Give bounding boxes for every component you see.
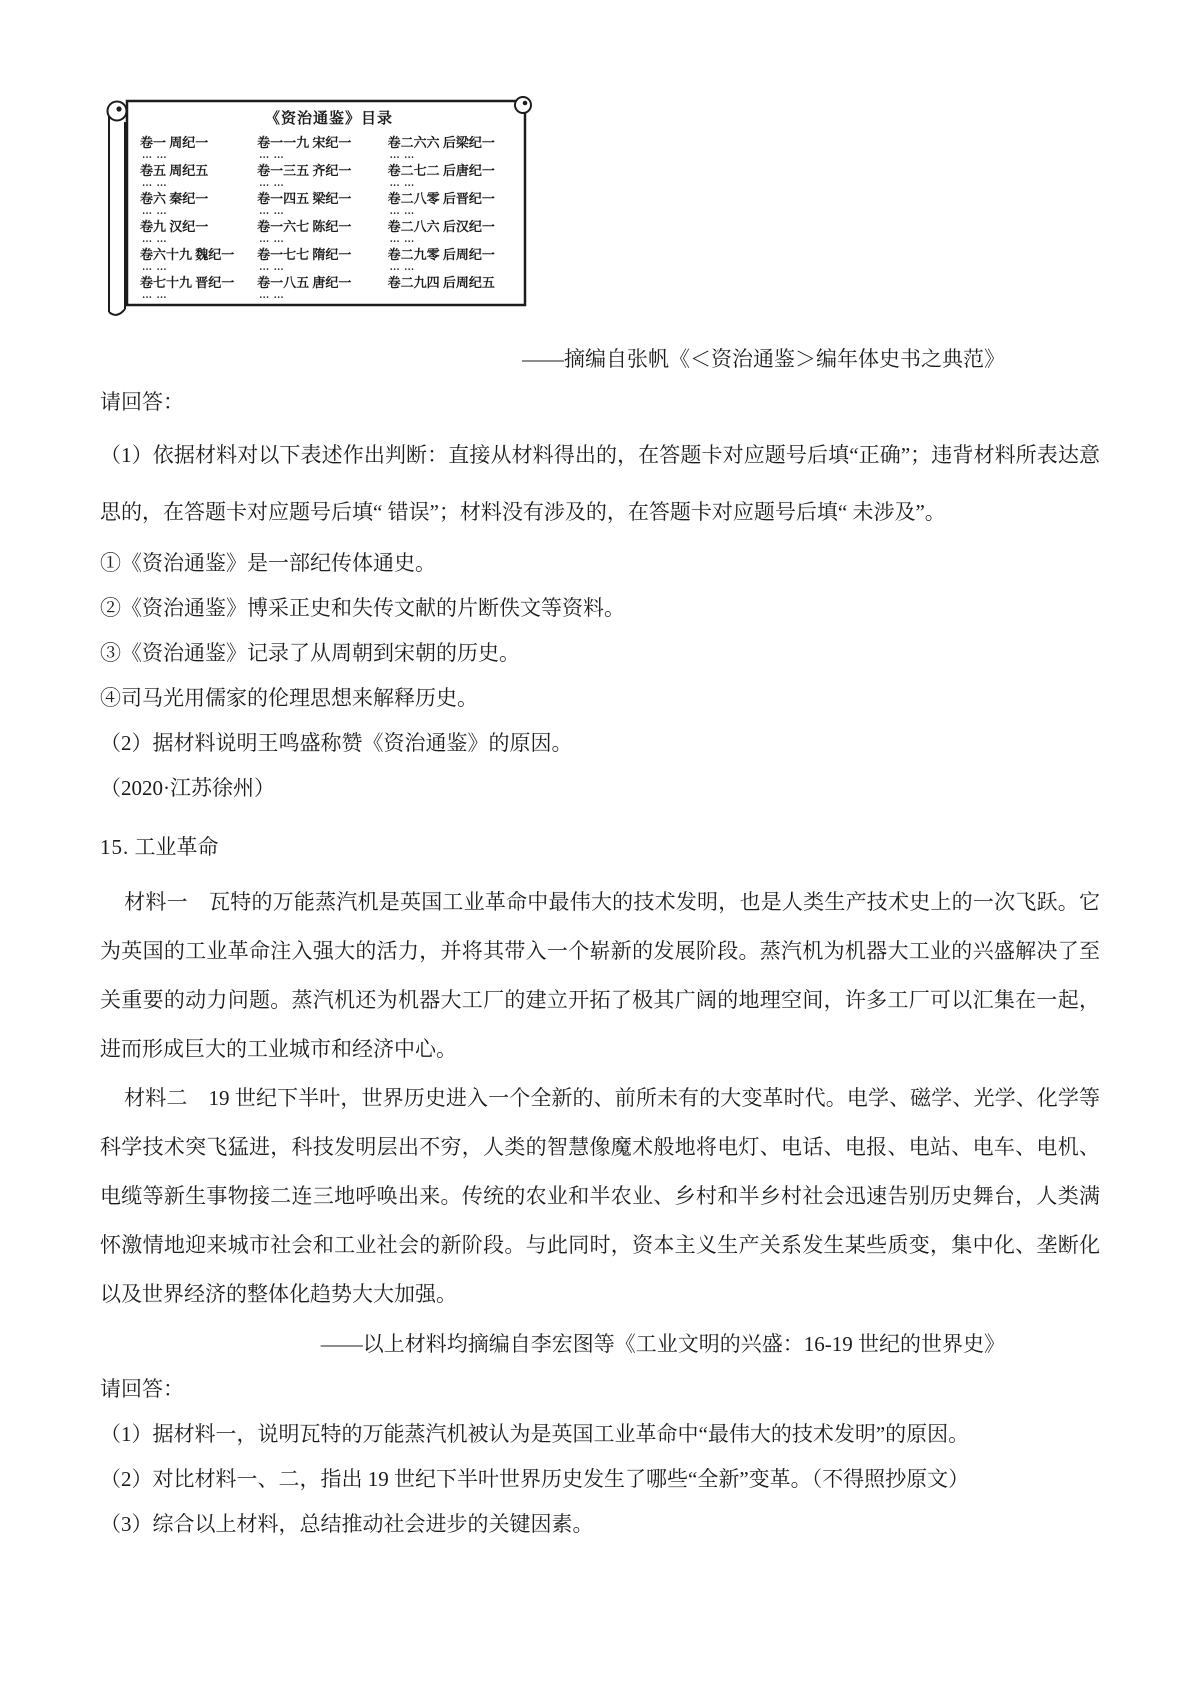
toc-ellipsis: … …: [259, 290, 285, 301]
toc-entry: 卷二六六 后梁纪一: [387, 135, 495, 150]
question-15-title: 工业革命: [134, 835, 219, 859]
question-14-part-2: （2）据材料说明王鸣盛称赞《资治通鉴》的原因。: [100, 731, 573, 755]
toc-entry: 卷五 周纪五: [140, 163, 209, 178]
toc-entry: 卷二八六 后汉纪一: [387, 219, 495, 234]
toc-ellipsis: … …: [259, 234, 285, 245]
toc-entry: 卷二九四 后周纪五: [387, 275, 495, 290]
toc-content: [140, 107, 518, 303]
toc-entry: 卷一六七 陈纪一: [257, 219, 352, 234]
toc-entry: 卷一七七 隋纪一: [257, 247, 352, 262]
toc-entry: 卷一三五 齐纪一: [257, 163, 352, 178]
toc-grid: [140, 135, 518, 303]
toc-ellipsis: … …: [259, 178, 285, 189]
toc-ellipsis: … …: [259, 206, 285, 217]
toc-column-1: [140, 135, 257, 303]
toc-entry: 卷六 秦纪一: [140, 191, 209, 206]
question-15-heading: [100, 825, 1100, 870]
toc-entry: 卷二七二 后唐纪一: [387, 163, 495, 178]
toc-ellipsis: … …: [389, 206, 416, 217]
zizhitongjian-toc-figure: [100, 92, 536, 322]
toc-ellipsis: … …: [259, 150, 285, 161]
answer-prompt-2: 请回答：: [100, 1377, 184, 1401]
question-15-number: 15.: [100, 835, 130, 859]
toc-ellipsis: … …: [389, 150, 416, 161]
toc-ellipsis: … …: [142, 150, 168, 161]
toc-column-3: [388, 135, 518, 303]
toc-entry: 卷九 汉纪一: [140, 219, 209, 234]
toc-entry: 卷二八零 后晋纪一: [387, 191, 495, 206]
toc-entry: 卷七十九 晋纪一: [140, 275, 235, 290]
toc-ellipsis: … …: [142, 178, 168, 189]
toc-ellipsis: … …: [142, 206, 168, 217]
material-source-attribution-2: ——以上材料均摘编自李宏图等《工业文明的兴盛：16-19 世纪的世界史》: [320, 1332, 1005, 1356]
scroll-curl-left-dot: [116, 106, 121, 111]
toc-ellipsis: … …: [389, 262, 416, 273]
question-15-part-2: （2）对比材料一、二，指出 19 世纪下半叶世界历史发生了哪些“全新”变革。（不得照抄原文）: [100, 1467, 970, 1491]
question-14-part-1: （1）依据材料对以下表述作出判断：直接从材料得出的，在答题卡对应题号后填“正确”；违背材料所表达意思的，在答题卡对应题号后填“ 错误”；材料没有涉及的，在答题卡对应题号后填“ 未涉及”。: [100, 443, 1100, 524]
toc-title: 《资治通鉴》目录: [264, 111, 393, 127]
exam-source-tag: （2020·江苏徐州）: [100, 776, 275, 800]
answer-prompt-1: 请回答：: [100, 390, 184, 414]
question-15-part-3: （3）综合以上材料，总结推动社会进步的关键因素。: [100, 1512, 594, 1536]
material-1-paragraph: 材料一 瓦特的万能蒸汽机是英国工业革命中最伟大的技术发明，也是人类生产技术史上的一次飞跃。它为英国的工业革命注入强大的活力，并将其带入一个崭新的发展阶段。蒸汽机为机器大工业的兴盛解决了至关重要的动力问题。蒸汽机还为机器大工厂的建立开拓了极其广阔的地理空间，许多工厂可以汇集在一起，进而形成巨大的工业城市和经济中心。: [100, 890, 1100, 1061]
scroll-roll-bottom-curve: [109, 309, 125, 315]
toc-entry: 卷一四五 梁纪一: [257, 191, 352, 206]
toc-ellipsis: … …: [142, 234, 168, 245]
judgment-statement-1: ①《资治通鉴》是一部纪传体通史。: [100, 551, 436, 575]
judgment-statement-2: ②《资治通鉴》博采正史和失传文献的片断佚文等资料。: [100, 596, 625, 620]
toc-entry: 卷一一九 宋纪一: [257, 135, 352, 150]
toc-ellipsis: … …: [142, 262, 168, 273]
material-source-attribution-1: ——摘编自张帆《＜资治通鉴＞编年体史书之典范》: [522, 347, 1005, 371]
toc-entry: 卷一 周纪一: [140, 135, 209, 150]
toc-ellipsis: … …: [259, 262, 285, 273]
toc-ellipsis: … …: [142, 290, 168, 301]
toc-entry: 卷二九零 后周纪一: [387, 247, 495, 262]
toc-entry: 卷一八五 唐纪一: [257, 275, 352, 290]
toc-ellipsis: … …: [389, 178, 416, 189]
toc-column-2: [257, 135, 387, 303]
material-2-paragraph: 材料二 19 世纪下半叶，世界历史进入一个全新的、前所未有的大变革时代。电学、磁学、光学、化学等科学技术突飞猛进，科技发明层出不穷，人类的智慧像魔术般地将电灯、电话、电报、电站、电车、电机、电缆等新生事物接二连三地呼唤出来。传统的农业和半农业、乡村和半乡村社会迅速告别历史舞台，人类满怀激情地迎来城市社会和工业社会的新阶段。与此同时，资本主义生产关系发生某些质变，集中化、垄断化以及世界经济的整体化趋势大大加强。: [100, 1086, 1100, 1306]
judgment-statement-4: ④司马光用儒家的伦理思想来解释历史。: [100, 686, 478, 710]
judgment-statement-3: ③《资治通鉴》记录了从周朝到宋朝的历史。: [100, 641, 520, 665]
toc-spacer: [388, 290, 518, 303]
question-15-part-1: （1）据材料一，说明瓦特的万能蒸汽机被认为是英国工业革命中“最伟大的技术发明”的原因。: [100, 1422, 970, 1446]
toc-entry: 卷六十九 魏纪一: [140, 247, 235, 262]
toc-ellipsis: … …: [389, 234, 416, 245]
scroll-curl-right-dot: [523, 101, 528, 106]
scroll-curl-left-icon: [108, 102, 127, 121]
